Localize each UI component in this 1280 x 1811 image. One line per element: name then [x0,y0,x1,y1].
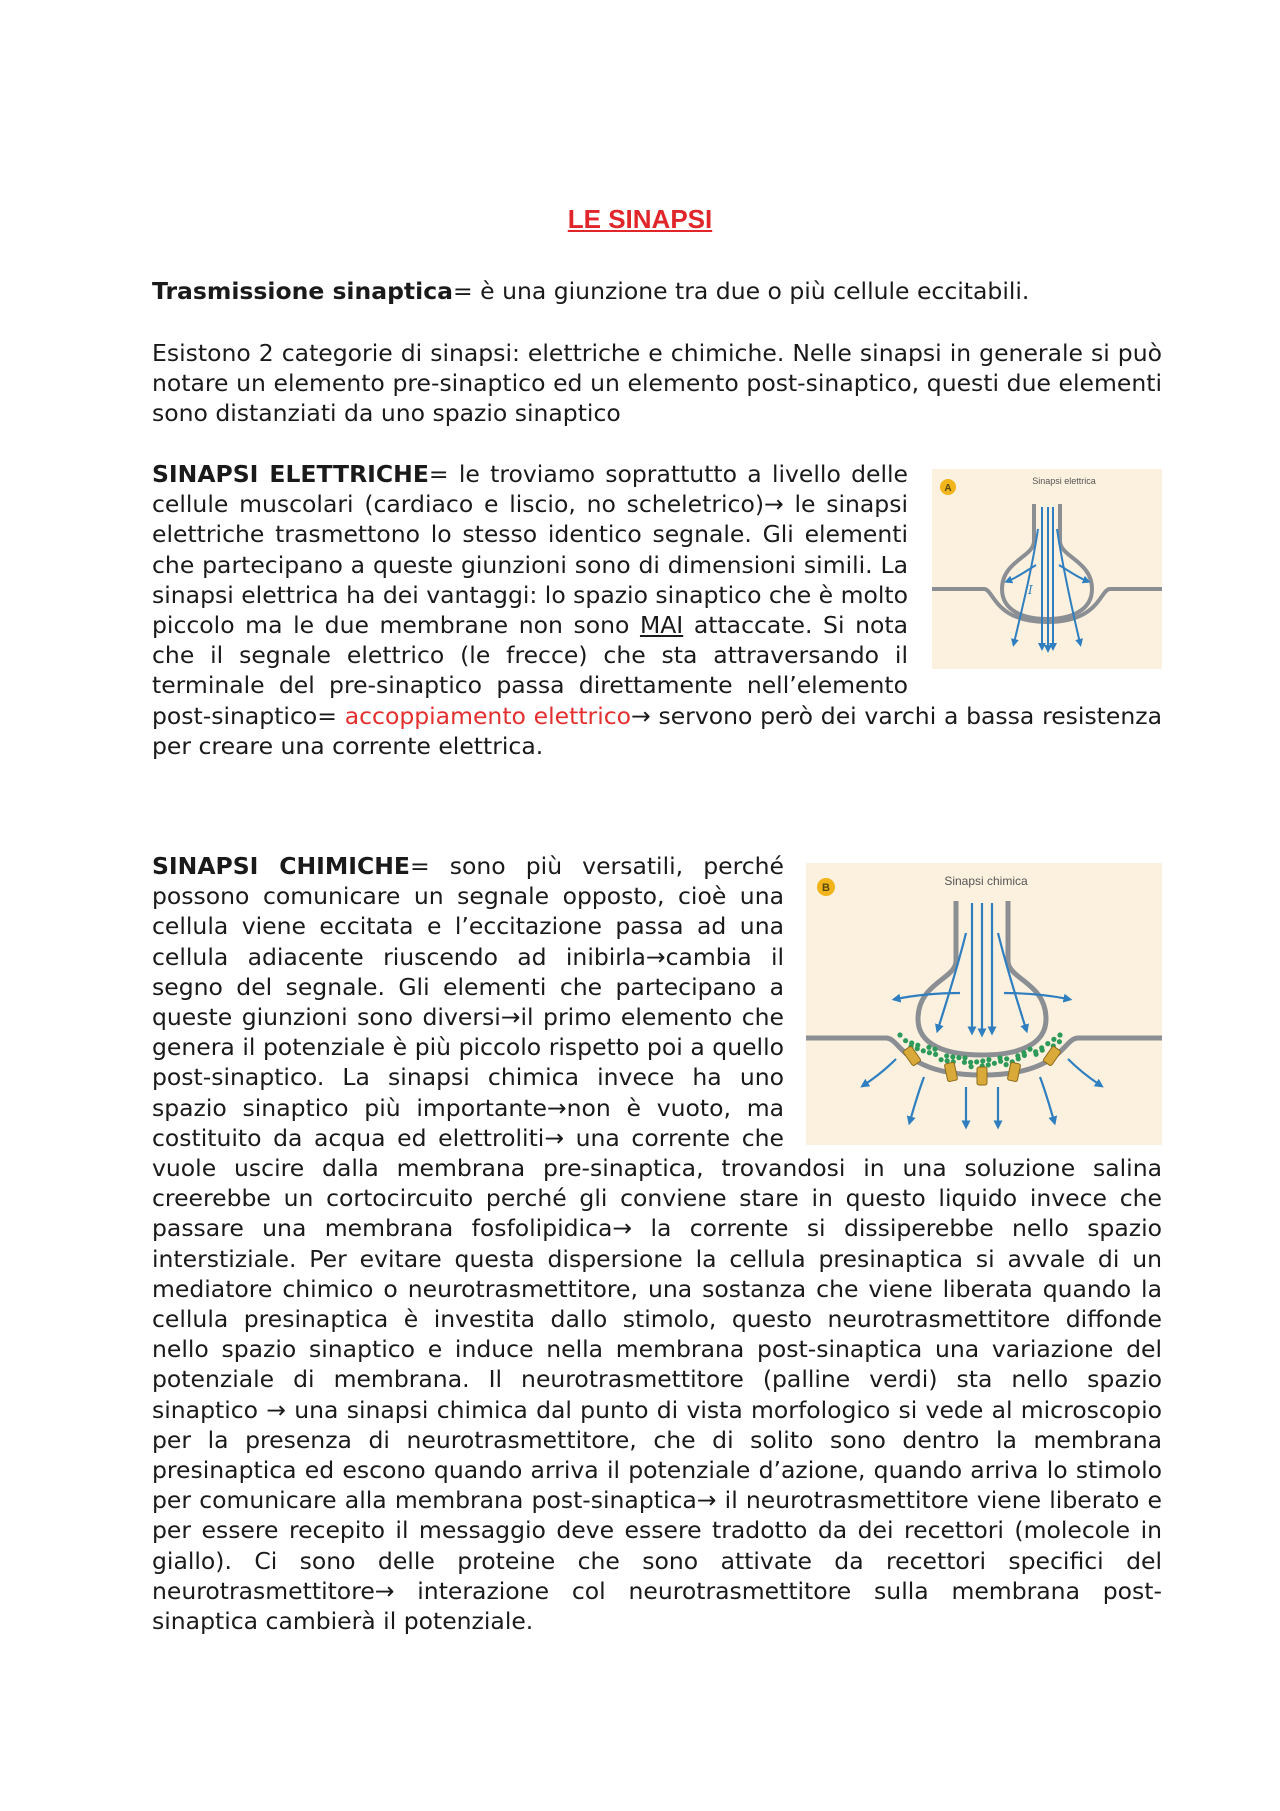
neurotransmitter-dot [986,1057,991,1062]
electrical-text-3: → servono però dei varchi a bassa resistenza per creare una corrente elettrica. [152,701,1162,760]
intro-paragraph [152,276,1162,306]
figure-caption: Sinapsi elettrica [1032,476,1096,486]
neurotransmitter-dot [921,1048,926,1053]
electrical-text-2: attaccate. Si nota che il segnale elettrico (le frecce) che sta attraversando il terminale del pre-sinaptico passa direttamente nell’elemento post-sinaptico= [152,611,908,730]
neurotransmitter-dot [962,1055,967,1060]
neurotransmitter-dot [962,1060,967,1065]
neurotransmitter-dot [909,1040,914,1045]
current-label: I [1028,583,1033,597]
electrical-text-1: = le troviamo soprattutto a livello delle cellule muscolari (cardiaco e liscio, no scheletrico)→ le sinapsi elettriche trasmettono lo stesso identico segnale. Gli elementi che partecipano a queste giunzioni sono di dimensioni simili. La sinapsi elettrica ha dei vantaggi: lo spazio sinaptico che è molto piccolo ma le due membrane non sono [152,460,908,640]
neurotransmitter-dot [998,1059,1003,1064]
chemical-section [152,851,1162,1636]
neurotransmitter-dot [1057,1032,1062,1037]
figure-background [806,863,1162,1145]
neurotransmitter-dot [1016,1056,1021,1061]
intro-term: Trasmissione sinaptica [152,277,453,305]
chemical-synapse-figure [806,863,1162,1145]
neurotransmitter-dot [950,1054,955,1059]
neurotransmitter-dot [1034,1052,1039,1057]
neurotransmitter-dot [926,1045,931,1050]
neurotransmitter-dot [974,1059,979,1064]
electrical-synapse-figure [932,469,1162,669]
neurotransmitter-dot [1004,1062,1009,1067]
page-title: LE SINAPSI [567,204,713,234]
neurotransmitter-dot [927,1050,932,1055]
categories-paragraph: Esistono 2 categorie di sinapsi: elettriche e chimiche. Nelle sinapsi in generale si può notare un elemento pre-sinaptico ed un elemento post-sinaptico, questi due elementi sono distanziati da uno spazio sinaptico [152,339,1162,428]
neurotransmitter-dot [1022,1053,1027,1058]
neurotransmitter-dot [1040,1048,1045,1053]
electrical-section [152,459,1162,761]
electrical-term: SINAPSI ELETTRICHE [152,460,429,488]
chemical-text: = sono più versatili, perché possono comunicare un segnale opposto, cioè una cellula viene eccitata e l’eccitazione passa ad una cellula adiacente riuscendo ad inibirla→cambia il segno del segnale. Gli elementi che partecipano a queste giunzioni sono diversi→il primo elemento che genera il potenziale è più piccolo rispetto poi a quello post-sinaptico. La sinapsi chimica invece ha uno spazio sinaptico più importante→non è vuoto, ma costituito da acqua ed elettroliti→ una corrente che vuole uscire dalla membrana pre-sinaptica, trovandosi in una soluzione salina creerebbe un cortocircuito perché gli conviene stare in questo liquido invece che passare una membrana fosfolipidica→ la corrente si dissiperebbe nello spazio interstiziale. Per evitare questa dispersione la cellula presinaptica si avvale di un mediatore chimico o neurotrasmettitore, una sostanza che viene liberata quando la cellula presinaptica è investita dallo stimolo, questo neurotrasmettitore diffonde nello spazio sinaptico e induce nella membrana post-sinaptica una variazione del potenziale di membrana. Il neurotrasmettitore (palline verdi) sta nello spazio sinaptico → una sinapsi chimica dal punto di vista morfologico si vede al microscopio per la presenza di neurotrasmettitore, che di solito sono dentro la membrana presinaptica ed escono quando arriva il potenziale d’azione, quando arriva lo stimolo per comunicare alla membrana post-sinaptica→ il neurotrasmettitore viene liberato e per essere recepito il messaggio deve essere tradotto da dei recettori (molecole in giallo). Ci sono delle proteine che sono attivate da recettori specifici del neurotrasmettitore→ interazione col neurotrasmettitore sulla membrana post-sinaptica cambierà il potenziale. [152,852,1162,1636]
neurotransmitter-dot [1057,1039,1062,1044]
neurotransmitter-dot [939,1057,944,1062]
neurotransmitter-dot [897,1032,902,1037]
electrical-emphasis: MAI [639,611,684,640]
neurotransmitter-dot [956,1055,961,1060]
neurotransmitter-dot [944,1053,949,1058]
electrical-highlight: accoppiamento elettrico [344,701,632,730]
neurotransmitter-dot [915,1043,920,1048]
neurotransmitter-dot [932,1047,937,1052]
chemical-term: SINAPSI CHIMICHE [152,852,410,880]
neurotransmitter-dot [933,1052,938,1057]
neurotransmitter-dot [986,1062,991,1067]
neurotransmitter-dot [992,1061,997,1066]
neurotransmitter-dot [1004,1056,1009,1061]
intro-text: = è una giunzione tra due o più cellule eccitabili. [452,277,1030,305]
neurotransmitter-dot [1051,1037,1056,1042]
neurotransmitter-dot [903,1038,908,1043]
neurotransmitter-dot [1045,1041,1050,1046]
neurotransmitter-dot [1027,1047,1032,1052]
figure-badge-letter: B [822,882,830,894]
figure-caption: Sinapsi chimica [944,874,1028,888]
neurotransmitter-dot [969,1064,974,1069]
neurotransmitter-dot [980,1058,985,1063]
figure-badge-letter: A [944,483,952,494]
